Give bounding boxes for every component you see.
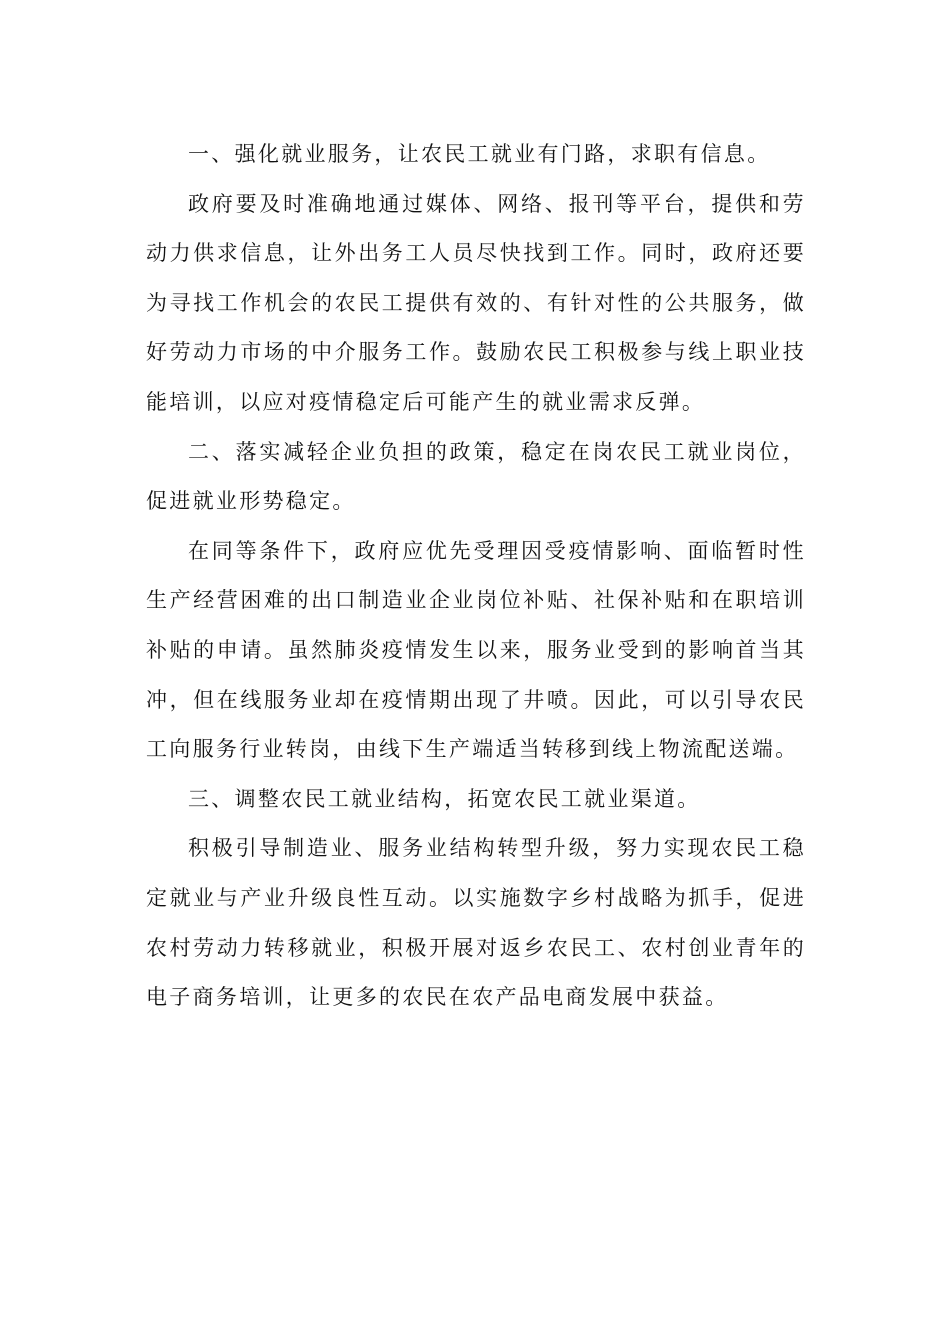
document-body bbox=[146, 130, 806, 1023]
paragraph-1: 政府要及时准确地通过媒体、网络、报刊等平台，提供和劳动力供求信息，让外出务工人员尽快找到工作。同时，政府还要为寻找工作机会的农民工提供有效的、有针对性的公共服务，做好劳动力市场的中介服务工作。鼓励农民工积极参与线上职业技能培训，以应对疫情稳定后可能产生的就业需求反弹。 bbox=[146, 191, 806, 414]
paragraph-3: 积极引导制造业、服务业结构转型升级，努力实现农民工稳定就业与产业升级良性互动。以实施数字乡村战略为抓手，促进农村劳动力转移就业，积极开展对返乡农民工、农村创业青年的电子商务培训，让更多的农民在农产品电商发展中获益。 bbox=[146, 836, 806, 1010]
heading-3: 三、调整农民工就业结构，拓宽农民工就业渠道。 bbox=[188, 786, 701, 811]
heading-2: 二、落实减轻企业负担的政策，稳定在岗农民工就业岗位，促进就业形势稳定。 bbox=[146, 439, 806, 514]
heading-1: 一、强化就业服务，让农民工就业有门路，求职有信息。 bbox=[188, 142, 771, 166]
paragraph-2: 在同等条件下，政府应优先受理因受疫情影响、面临暂时性生产经营困难的出口制造业企业岗位补贴、社保补贴和在职培训补贴的申请。虽然肺炎疫情发生以来，服务业受到的影响首当其冲，但在线服务业却在疫情期出现了井喷。因此，可以引导农民工向服务行业转岗，由线下生产端适当转移到线上物流配送端。 bbox=[146, 538, 806, 762]
